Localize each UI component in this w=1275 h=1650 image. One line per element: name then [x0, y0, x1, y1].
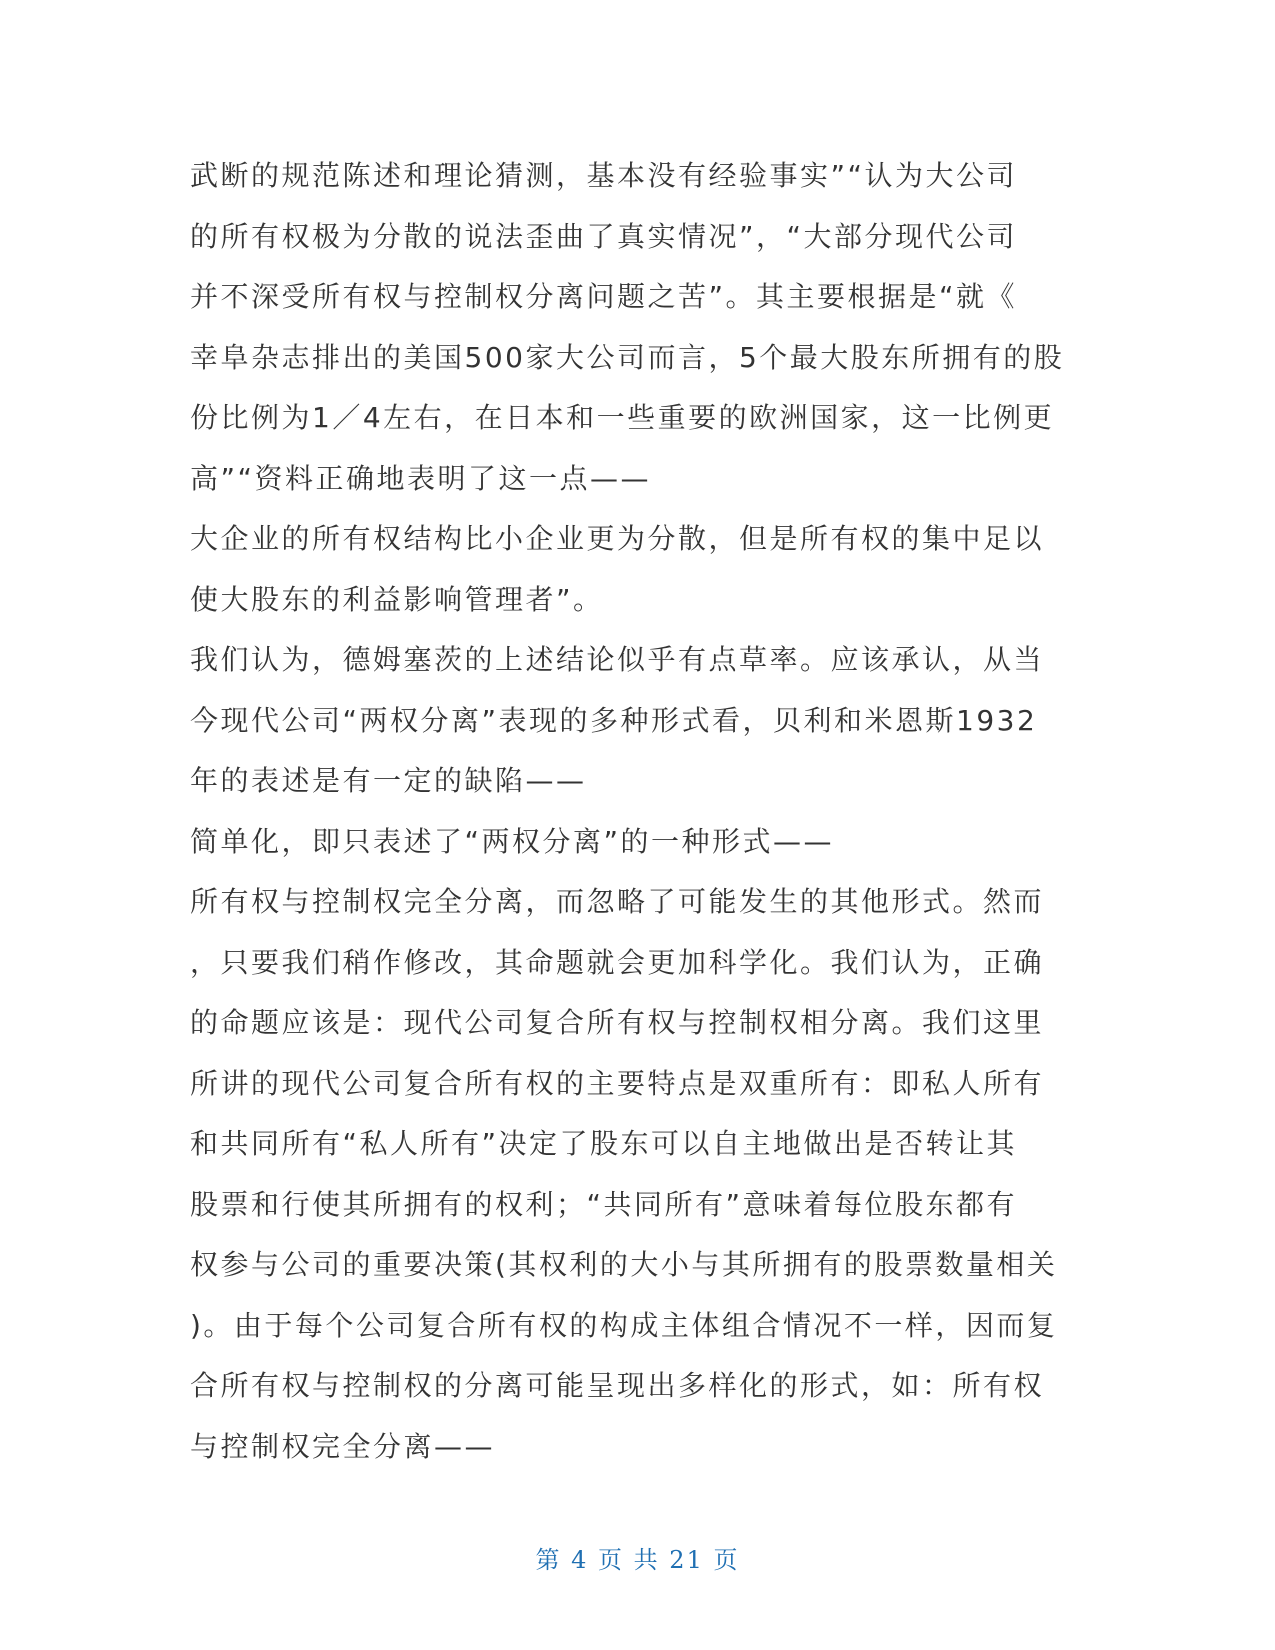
text-line: 使大股东的利益影响管理者”。 — [190, 582, 604, 616]
text-line: 我们认为，德姆塞茨的上述结论似乎有点草率。应该承认，从当 — [190, 643, 1045, 676]
text-line: 股票和行使其所拥有的权利；“共同所有”意味着每位股东都有 — [190, 1187, 1018, 1221]
body-text — [190, 146, 1090, 1477]
text-line: 份比例为1／4左右，在日本和一些重要的欧洲国家，这一比例更 — [190, 401, 1055, 434]
text-line: 所有权与控制权完全分离，而忽略了可能发生的其他形式。然而 — [190, 885, 1045, 918]
text-line: 大企业的所有权结构比小企业更为分散，但是所有权的集中足以 — [190, 522, 1045, 555]
text-line: 年的表述是有一定的缺陷—— — [190, 764, 587, 797]
text-line: 合所有权与控制权的分离可能呈现出多样化的形式，如：所有权 — [190, 1369, 1045, 1402]
text-line: 的命题应该是：现代公司复合所有权与控制权相分离。我们这里 — [190, 1006, 1045, 1039]
text-line: 和共同所有“私人所有”决定了股东可以自主地做出是否转让其 — [190, 1127, 1018, 1160]
text-line: 简单化，即只表述了“两权分离”的一种形式—— — [190, 824, 835, 858]
text-line: )。由于每个公司复合所有权的构成主体组合情况不一样，因而复 — [190, 1308, 1058, 1342]
text-line: ，只要我们稍作修改，其命题就会更加科学化。我们认为，正确 — [190, 945, 1045, 979]
text-line: 武断的规范陈述和理论猜测，基本没有经验事实”“认为大公司 — [190, 159, 1018, 192]
text-line: 所讲的现代公司复合所有权的主要特点是双重所有：即私人所有 — [190, 1066, 1045, 1100]
text-line: 与控制权完全分离—— — [190, 1429, 496, 1463]
text-line: 今现代公司“两权分离”表现的多种形式看，贝利和米恩斯1932 — [190, 703, 1038, 737]
text-line: 的所有权极为分散的说法歪曲了真实情况”，“大部分现代公司 — [190, 219, 1018, 253]
text-line: 高”“资料正确地表明了这一点—— — [190, 461, 652, 495]
page-number: 第 4 页 共 21 页 — [535, 1546, 740, 1574]
text-line: 并不深受所有权与控制权分离问题之苦”。其主要根据是“就《 — [190, 280, 1018, 313]
text-line: 权参与公司的重要决策(其权利的大小与其所拥有的股票数量相关 — [190, 1248, 1058, 1281]
text-line: 幸阜杂志排出的美国500家大公司而言，5个最大股东所拥有的股 — [190, 340, 1065, 374]
